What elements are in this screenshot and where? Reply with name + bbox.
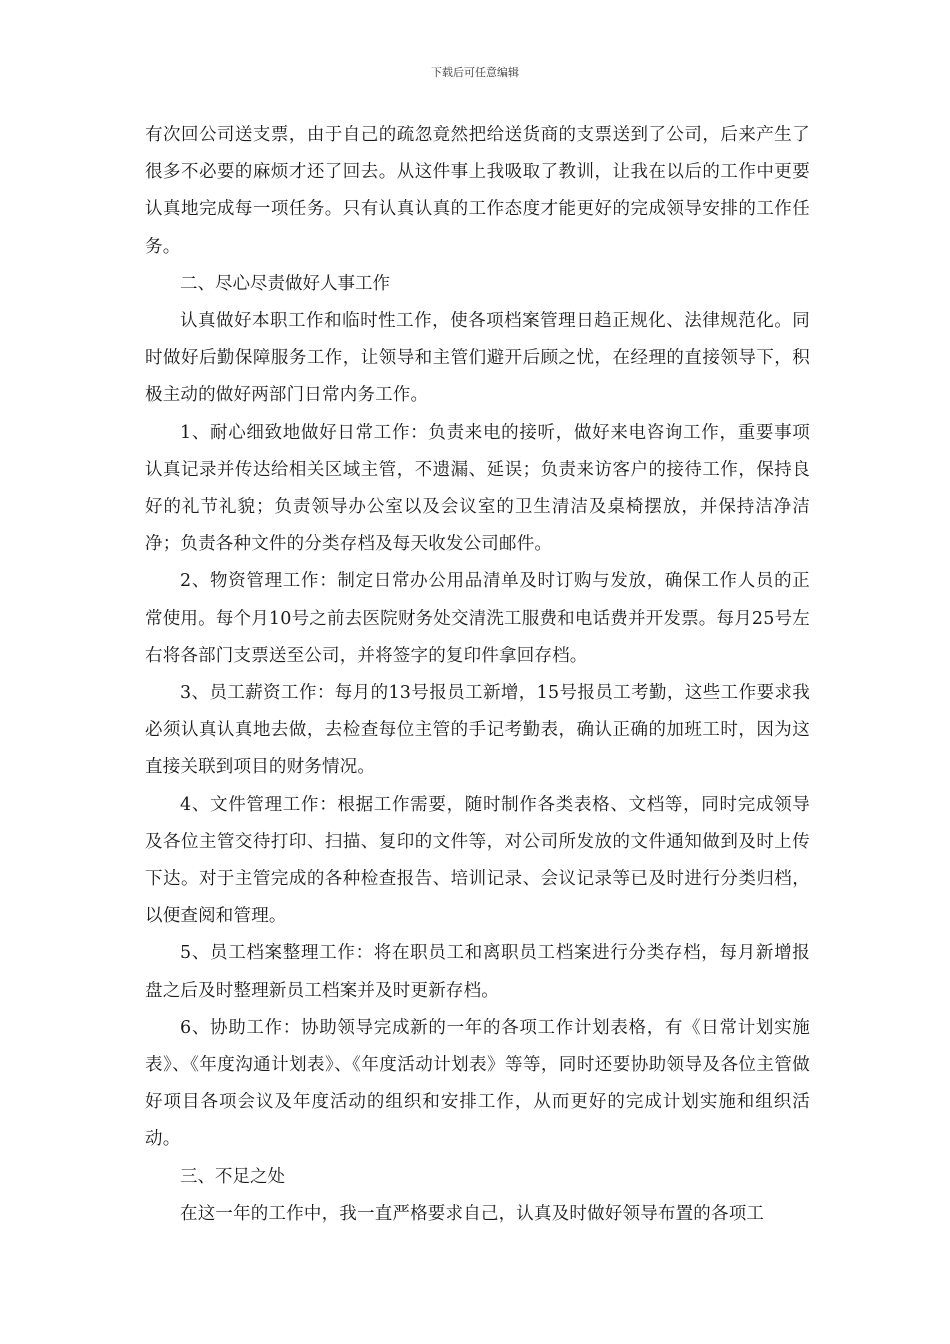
paragraph: 认真做好本职工作和临时性工作，使各项档案管理日趋正规化、法律规范化。同时做好后勤保障服务工作，让领导和主管们避开后顾之忧，在经理的直接领导下，积极主动的做好两部门日常内务工作。	[145, 311, 810, 406]
list-item-4: 4、文件管理工作：根据工作需要，随时制作各类表格、文档等，同时完成领导及各位主管交待打印、扫描、复印的文件等，对公司所发放的文件通知做到及时上传下达。对于主管完成的各种检查报告、培训记录、会议记录等已及时进行分类归档，以便查阅和管理。	[145, 794, 810, 927]
list-item-3: 3、员工薪资工作：每月的13号报员工新增，15号报员工考勤，这些工作要求我必须认真认真地去做，去检查每位主管的手记考勤表，确认正确的加班工时，因为这直接关联到项目的财务情况。	[145, 683, 810, 778]
page-header: 下载后可任意编辑	[431, 66, 519, 79]
list-item-2: 2、物资管理工作：制定日常办公用品清单及时订购与发放，确保工作人员的正常使用。每个月10号之前去医院财务处交清洗工服费和电话费并开发票。每月25号左右将各部门支票送至公司，并将签字的复印件拿回存档。	[145, 571, 810, 666]
list-item-5: 5、员工档案整理工作：将在职员工和离职员工档案进行分类存档，每月新增报盘之后及时整理新员工档案并及时更新存档。	[145, 943, 810, 1001]
list-item-1: 1、耐心细致地做好日常工作：负责来电的接听，做好来电咨询工作，重要事项认真记录并传达给相关区域主管，不遗漏、延误；负责来访客户的接待工作，保持良好的礼节礼貌；负责领导办公室以及会议室的卫生清洁及桌椅摆放，并保持洁净洁净；负责各种文件的分类存档及每天收发公司邮件。	[145, 422, 810, 555]
list-item-6: 6、协助工作：协助领导完成新的一年的各项工作计划表格，有《日常计划实施表》、《年度沟通计划表》、《年度活动计划表》等等，同时还要协助领导及各位主管做好项目各项会议及年度活动的组织和安排工作，从而更好的完成计划实施和组织活动。	[145, 1017, 810, 1150]
paragraph: 在这一年的工作中，我一直严格要求自己，认真及时做好领导布置的各项工	[180, 1203, 765, 1224]
document-body	[145, 117, 810, 1233]
paragraph-continued: 有次回公司送支票，由于自己的疏忽竟然把给送货商的支票送到了公司，后来产生了很多不必要的麻烦才还了回去。从这件事上我吸取了教训，让我在以后的工作中更要认真地完成每一项任务。只有认真认真的工作态度才能更好的完成领导安排的工作任务。	[145, 125, 810, 257]
section-heading-2: 二、尽心尽责做好人事工作	[180, 273, 390, 294]
section-heading-3: 三、不足之处	[180, 1166, 285, 1187]
